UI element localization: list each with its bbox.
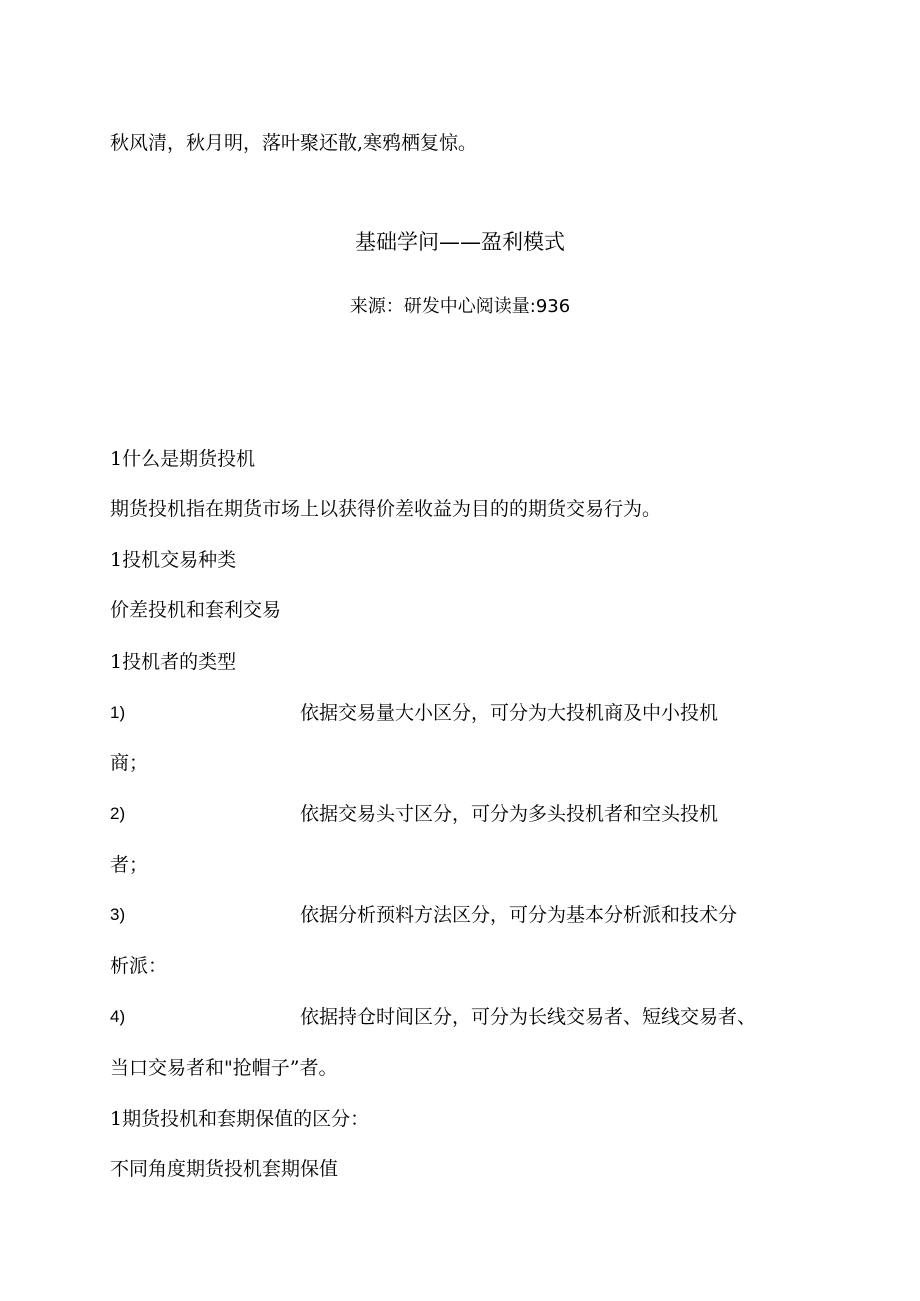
list-item-number: 3) — [110, 905, 126, 924]
list-item-text: 依据持仓时间区分，可分为长线交易者、短线交易者、 — [300, 1006, 757, 1028]
list-item-continuation: 商； — [110, 752, 149, 774]
section-heading-what-is-speculation: 1什么是期货投机 — [110, 448, 256, 470]
list-item-number: 1) — [110, 703, 126, 722]
list-item-text: 依据交易量大小区分，可分为大投机商及中小投机 — [300, 702, 719, 724]
article-meta: 来源：研发中心阅读量:936 — [349, 296, 571, 317]
list-item-continuation: 者； — [110, 854, 149, 876]
paragraph-comparison: 不同角度期货投机套期保值 — [110, 1158, 339, 1180]
list-item-continuation: 当口交易者和"抢帽子”者。 — [110, 1057, 338, 1079]
list-item-number: 2) — [110, 804, 126, 823]
article-title: 基础学问——盈利模式 — [355, 230, 565, 254]
section-heading-speculation-types: 1投机交易种类 — [110, 549, 237, 571]
list-item-number: 4) — [110, 1007, 126, 1026]
section-heading-speculator-types: 1投机者的类型 — [110, 651, 237, 673]
section-heading-difference: 1期货投机和套期保值的区分： — [110, 1108, 370, 1130]
paragraph-definition: 期货投机指在期货市场上以获得价差收益为目的的期货交易行为。 — [110, 498, 662, 520]
list-item-text: 依据交易头寸区分，可分为多头投机者和空头投机 — [300, 803, 719, 825]
paragraph-types: 价差投机和套利交易 — [110, 599, 282, 621]
list-item-text: 依据分析预料方法区分，可分为基本分析派和技术分 — [300, 904, 738, 926]
list-item-continuation: 析派： — [110, 955, 168, 977]
poem-line: 秋风清，秋月明，落叶聚还散,寒鸦栖复惊。 — [110, 132, 478, 154]
